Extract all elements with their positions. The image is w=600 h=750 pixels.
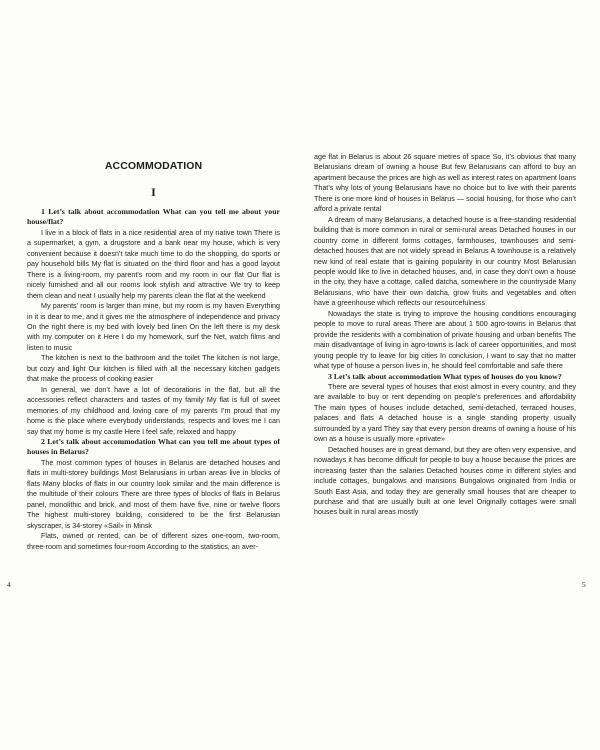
- section-numeral: I: [151, 185, 156, 199]
- paragraph: Flats, owned or rented, can be of different sizes one-room, two-room, three-room and sometimes four-room According to the statistics, an aver-: [27, 532, 280, 551]
- paragraph: age flat in Belarus is about 26 square metres of space So, it’s obvious that many Belarusians dream of owning a house But few Belarusians can afford to buy an apartment because the prices are high as well as interest rates on apartment loans That’s why lots of young Belarusians have no choice but to live with their parents There is one more kind of houses in Belarus — social housing, for those who can’t afford a private rental: [314, 153, 576, 214]
- paragraph: In general, we don’t have a lot of decorations in the flat, but all the accessories reflect characters and tastes of my family My flat is full of sweet memories of my childhood and loving care of my parents I’m proud that my home is the place where everybody understands, respects and loves me I can say that my home is my castle Here I feel safe, relaxed and happy: [27, 385, 280, 436]
- left-column: [27, 152, 280, 552]
- right-page: [300, 0, 600, 750]
- paragraph: There are several types of houses that exist almost in every country, and they are available to buy or rent depending on people’s preferences and affordability The main types of houses include detached, semi-detached, terraced houses, palaces and flats A detached house is a single standing property usually surrounded by a yard They say that every person dreams of owning a house of his own as a house is usually more «private»: [314, 382, 576, 444]
- paragraph: My parents’ room is larger than mine, but my room is my haven Everything in it is dear to me, and it gives me the atmosphere of independence and privacy On the right there is my bed with lovely bed linen On the left there is my desk with my computer on it Here I do my homework, surf the Net, watch films and listen to music: [27, 302, 280, 352]
- page-number-left: 4: [7, 580, 11, 589]
- chapter-heading: ACCOMMODATION: [104, 160, 203, 172]
- paragraph: Detached houses are in great demand, but they are often very expensive, and nowadays it has become difficult for people to buy a house because the prices are increasing faster than the salaries Detached houses come in different styles and include cottages, bungalows and mansions Bungalows originated from India or South East Asia, and today they are generally small houses that are cheaper to purchase and that are usually built at one level Originally cottages were small houses built in rural areas mostly: [314, 445, 576, 517]
- page-number-right: 5: [582, 580, 586, 589]
- paragraph: A dream of many Belarusians, a detached house is a free-standing residential building that is more common in rural or semi-rural areas Detached houses in our country come in different forms cottages, farmhouses, townhouses and semi-detached houses that are not widely spread in Belarus A townhouse is a relatively new kind of real estate that is gaining popularity in our country Most Belarusian people would like to live in detached houses, and, in case they don’t own a house in the city, they have a cottage, called datcha, somewhere in the countryside Many Belarusians, who have their own datcha, grow fruits and vegetables and often have a greenhouse which reflects our resourcefulness: [314, 215, 576, 308]
- paragraph: The most common types of houses in Belarus are detached houses and flats in multi-storey buildings Most Belarusians in urban areas live in blocks of flats Many blocks of flats in our country look similar and the main difference is the multitude of their colours There are three types of blocks of flats in Belarus panel, monolithic and brick, and most of them have five, nine or twelve floors The highest multi-storey building, considered to be the first Belarusian skyscraper, is 34-storey «Sail» in Minsk: [27, 458, 280, 530]
- question-2: 2 Let’s talk about accommodation What can you tell me about types of houses in Belarus?: [27, 436, 280, 457]
- paragraph: I live in a block of flats in a nice residential area of my native town There is a supermarket, a gym, a drugstore and a bank near my house, which is very convenient because it doesn’t take much time to do the shopping, do sports or pay household bills My flat is situated on the third floor and has a good layout There is a living-room, my parent’s room and my room in our flat Our flat is nicely furnished and all our rooms look stylish and attractive We try to keep them clean and neat I usually help my parents clean the flat at the weekend: [27, 228, 280, 300]
- paragraph: The kitchen is next to the bathroom and the toilet The kitchen is not large, but cozy and light Our kitchen is filled with all the necessary kitchen gadgets that make the process of cooking easier: [27, 354, 280, 384]
- question-1: 1 Let’s talk about accommodation What can you tell me about your house/flat?: [27, 207, 280, 227]
- paragraph: Nowadays the state is trying to improve the housing conditions encouraging people to move to rural areas There are about 1 500 agro-towns in Belarus that provide the residents with a combination of private housing and urban benefits The main disadvantage of living in agro-towns is lack of career opportunities, and most young people try to leave for big cities In conclusion, I want to say that no matter what type of house a person lives in, he should feel comfortable and safe there: [314, 309, 576, 371]
- question-3: 3 Let’s talk about accommodation What types of houses do you know?: [328, 371, 562, 381]
- right-column: [314, 152, 576, 518]
